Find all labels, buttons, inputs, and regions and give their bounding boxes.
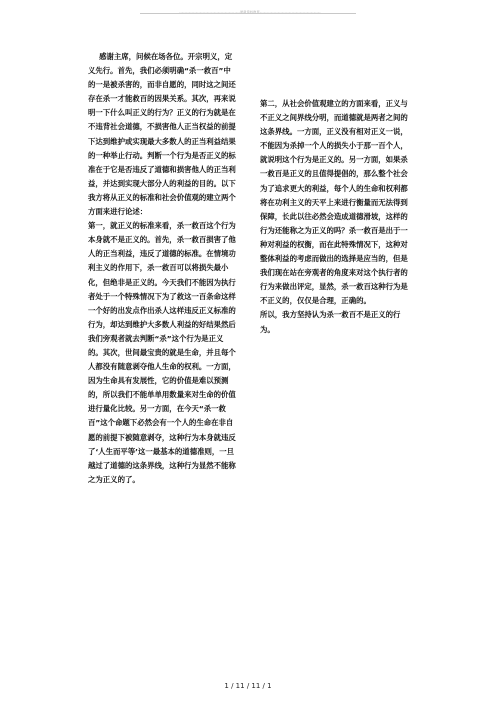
header-divider: [140, 13, 356, 14]
conclusion-paragraph: 所以，我方坚持认为杀一救百不是正义的行为。: [260, 310, 401, 334]
argument-one-paragraph: 第一，就正义的标准来看，杀一救百这个行为本身就不是正义的。首先，杀一救百损害了他人的正当利益，违反了道德的标准。在情境功利主义的作用下，杀一救百可以将损失最小化，但绝非是正义的。今天我们不能因为执行者处于一个特殊情况下为了救这一百条命这样一个好的出发点作出杀人这样违反正义标准的行为，却达到维护大多数人利益的好结果然后我们旁观者就去判断“杀”这个行为是正义的。其次，世间最宝贵的就是生命，并且每个人都没有随意剥夺他人生命的权利。一方面，因为生命具有发展性，它的价值是难以预测的，所以我们不能单单用数量来对生命的价值进行量化比较。另一方面，在今天“杀一救百”这个命题下必然会有一个人的生命在非自愿的前提下被随意剥夺，这种行为本身就违反了‘人生而平等’这一最基本的道德准则，一旦越过了道德的这条界线，这种行为显然不能称之为正义的了。: [88, 221, 236, 484]
page-number: 1 / 11 / 11 / 1: [224, 682, 272, 690]
page-header: --------------------------------------------最新资料推荐--------------------------------------------: [179, 10, 321, 14]
argument-two-paragraph: 第二，从社会价值观建立的方面来看，正义与不正义之间界线分明，而道德就是两者之间的这条界线。一方面，正义没有相对正义一说，不能因为杀掉一个人的损失小于那一百个人，就说明这个行为是正义的。另一方面，如果杀一救百是正义的且值得提倡的，那么整个社会为了追求更大的利益，每个人的生命和权利都将在功利主义的天平上来进行衡量而无法得到保障，长此以往必然会造成道德滑坡，这样的行为还能称之为正义的吗？杀一救百是出于一种对利益的权衡，而在此特殊情况下，这种对整体利益的考虑而做出的选择是应当的，但是我们现在站在旁观者的角度来对这个执行者的行为来做出评定，显然，杀一救百这种行为是不正义的，仅仅是合理，正确的。: [260, 99, 408, 306]
right-column: [260, 97, 410, 337]
opening-paragraph: 感谢主席，问候在场各位。开宗明义，定义先行。首先，我们必须明确“杀一救百”中的一是被杀害的，而非自愿的，同时这之间还存在杀一才能救百的因果关系。其次，再来说明一下什么叫正义的行为？正义的行为就是在不违背社会道德，不损害他人正当权益的前提下达到维护或实现最大多数人的正当利益结果的一种举止行动。判断一个行为是否正义的标准在于它是否违反了道德和损害他人的正当利益，并达到实现大部分人的利益的目的。以下我方将从正义的标准和社会价值观的建立两个方面来进行论述：: [88, 52, 236, 217]
left-column: [88, 50, 238, 487]
